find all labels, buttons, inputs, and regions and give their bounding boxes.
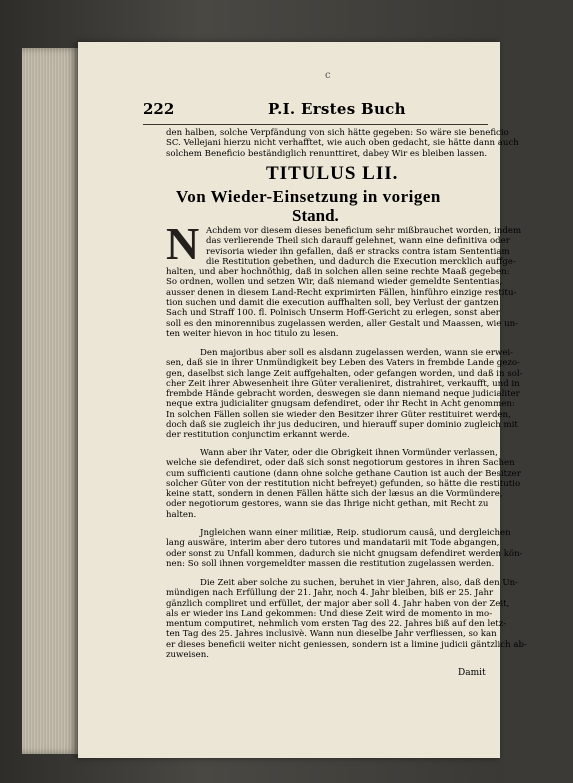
text-line: nen: So soll ihnen vorgemeldter massen die restitution zugelassen werden. (166, 558, 495, 569)
text-line: keine statt, sondern in denen Fällen hätte sich der læsus an die Vormündere, (166, 489, 503, 500)
text-line: Achdem vor diesem dieses beneficium sehr mißbrauchet worden, indem (206, 226, 522, 236)
text-line: gen, daselbst sich lange Zeit auffgehalten, oder gefangen worden, und daß in sol- (166, 368, 523, 379)
text-line: die Restitution gebethen, und dadurch die Execution mercklich auffge- (206, 256, 516, 267)
section-subtitle-end: Stand. (292, 206, 339, 225)
text-line: doch daß sie zugleich ihr jus deduciren, und hierauff super dominio zugleich mit (166, 420, 518, 431)
section-subtitle: Von Wieder-Einsetzung in vorigen (176, 187, 441, 206)
intro-text (166, 128, 519, 159)
paragraph-5 (166, 578, 527, 661)
text-line: tion suchen und damit die execution auffhalten soll, bey Verlust der gantzen (166, 298, 499, 309)
paragraph-1 (166, 226, 522, 339)
catchword: Damit (458, 668, 486, 678)
text-line: ten weiter hievon in hoc titulo zu lesen. (166, 328, 339, 339)
text-line: Den majoribus aber soll es alsdann zugelassen werden, wann sie erwei- (200, 348, 514, 358)
text-line: solchem Beneficio beständiglich renunttiret, dabey Wir es bleiben lassen. (166, 148, 488, 159)
page-header (143, 100, 573, 122)
section-title: TITULUS LII. (266, 163, 399, 184)
text-line: sen, daß sie in ihrer Unmündigkeit bey Leben des Vaters in frembde Lande gezo- (166, 358, 520, 369)
text-line: ausser denen in diesem Land-Recht exprimirten Fällen, hinführo einzige restitu- (166, 287, 517, 298)
text-line: oder sonst zu Unfall kommen, dadurch sie nicht gnugsam defendiret werden kön- (166, 548, 523, 559)
text-line: Die Zeit aber solche zu suchen, beruhet in vier Jahren, also, daß den Un- (200, 578, 519, 588)
text-line: er dieses beneficii weiter nicht geniessen, sondern ist a limine judicii gäntzlich ab- (166, 639, 527, 650)
text-line: mentum computiret, nehmlich vom ersten Tag des 22. Jahres biß auf den letz- (166, 619, 507, 630)
paragraph-3 (166, 448, 521, 520)
text-line: gänzlich compliret und erfüllet, der major aber soll 4. Jahr haben von der Zeit, (166, 598, 510, 609)
text-line: Sach und Straff 100. fl. Polnisch Unserm Hoff-Gericht zu erlegen, sonst aber (166, 308, 500, 319)
text-line: Wann aber ihr Vater, oder die Obrigkeit ihnen Vormünder verlassen, (200, 448, 498, 458)
text-line: ten Tag des 25. Jahres inclusivè. Wann nun dieselbe Jahr verfliessen, so kan (166, 629, 497, 640)
text-line: SC. Vellejani hierzu nicht verhafftet, wie auch oben gedacht, sie hätte dann auch (166, 138, 519, 149)
text-line: frembde Hände gebracht worden, deswegen sie dann niemand neque judicialiter (166, 389, 520, 400)
margin-mark: c (325, 70, 331, 81)
text-line: der restitution conjunctim erkannt werde. (166, 430, 350, 441)
text-line: halten. (166, 509, 197, 520)
text-line: In solchen Fällen sollen sie wieder den Besitzer ihrer Güter restituiret werden, (166, 409, 511, 420)
running-head: P.I. Erstes Buch (268, 100, 406, 118)
text-line: cher Zeit ihrer Abwesenheit ihre Güter veralieniret, distrahiret, verkaufft, und in (166, 378, 520, 389)
text-line: neque extra judicialiter gnugsam defendiret, oder ihr Recht in Acht genommen: (166, 399, 515, 410)
text-line: Jngleichen wann einer militiæ, Reip. studiorum causâ, und dergleichen (200, 528, 511, 538)
text-line: oder negotiorum gestores, wann sie das Ihrige nicht gethan, mit Recht zu (166, 499, 489, 510)
drop-cap-initial: N (166, 218, 200, 269)
text-line: lang auswäre, interim aber dero tutores und mandatarii mit Tode abgangen, (166, 538, 500, 549)
paragraph-4 (166, 528, 523, 569)
text-line: das verlierende Theil sich darauff gelehnet, wann eine definitiva oder (206, 236, 510, 247)
text-line: soll es den minorennibus zugelassen werden, aller Gestalt und Maassen, wie un- (166, 318, 519, 329)
text-line: So ordnen, wollen und setzen Wir, daß niemand wieder gemeldte Sententias, (166, 277, 503, 288)
text-line: revisoria wieder ihn gefallen, daß er stracks contra istam Sententiam (206, 246, 510, 257)
text-line: als er wieder ins Land gekommen: Und diese Zeit wird de momento in mo- (166, 608, 493, 619)
text-line: solcher Güter von der restitution nicht befreyet) gefunden, so hätte die restitutio (166, 478, 521, 489)
text-line: mündigen nach Erfüllung der 21. Jahr, noch 4. Jahr bleiben, biß er 25. Jahr (166, 588, 494, 599)
header-rule (143, 124, 488, 125)
book-page-edges (22, 48, 80, 754)
text-line: zuweisen. (166, 650, 210, 661)
paragraph-2 (166, 348, 523, 441)
text-line: halten, und aber hochnöthig, daß in solchen allen seine rechte Maaß gegeben: (166, 267, 510, 278)
text-line: den halben, solche Verpfändung von sich hätte gegeben: So wäre sie beneficio (166, 128, 509, 138)
page-number: 222 (143, 100, 175, 118)
text-line: cum sufficienti cautione (dann ohne solche gethane Caution ist auch der Besitzer (166, 468, 521, 479)
text-line: welche sie defendiret, oder daß sich sonst negotiorum gestores in ihren Sachen (166, 458, 515, 469)
